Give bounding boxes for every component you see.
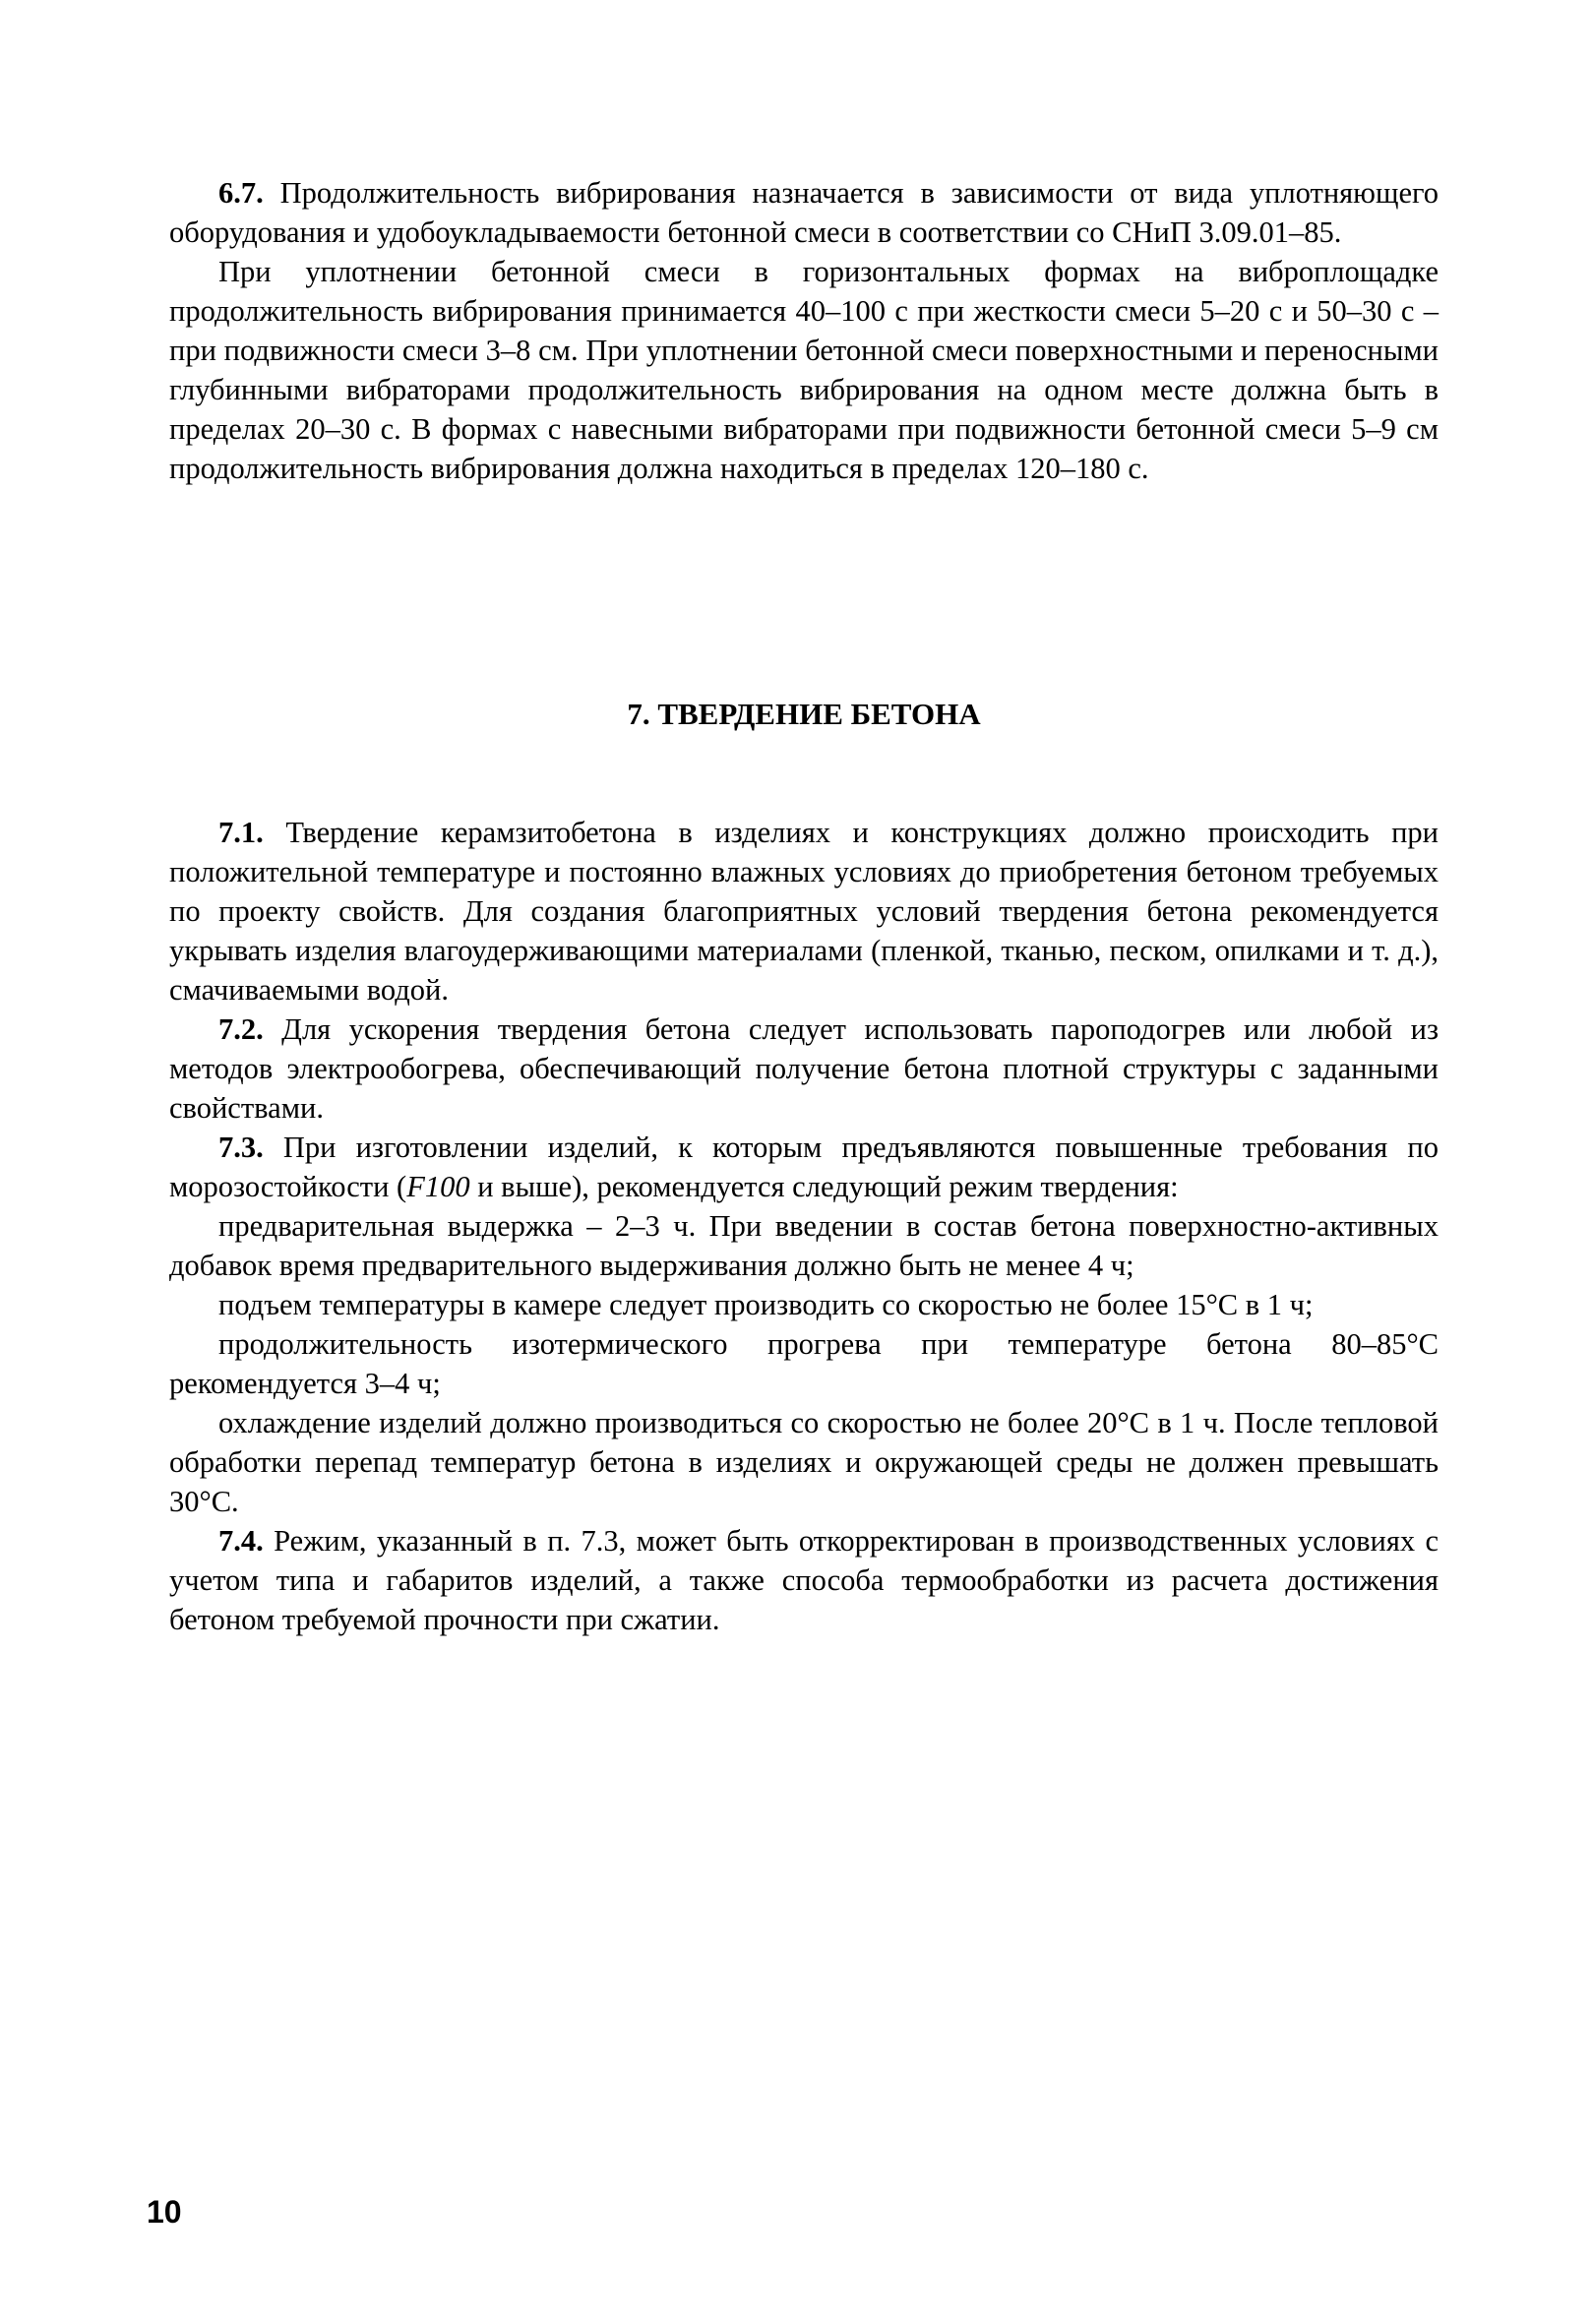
section-7-text bbox=[169, 813, 1439, 1639]
frost-resistance-mark: F100 bbox=[406, 1170, 470, 1203]
paragraph-text: При изготовлении изделий, к которым предъявляются повышенные требования по морозостойкости ( bbox=[169, 1131, 1439, 1203]
regime-item-cooling: охлаждение изделий должно производиться со скоростью не более 20°С в 1 ч. После тепловой обработки перепад температур бетона в изделиях и окружающей среды не должен превышать 30°С. bbox=[169, 1406, 1439, 1518]
paragraph-number: 7.1. bbox=[218, 816, 264, 849]
paragraph-7-2 bbox=[169, 1009, 1439, 1128]
paragraph-number: 7.2. bbox=[218, 1012, 264, 1046]
paragraph-text: Продолжительность вибрирования назначается в зависимости от вида уплотняющего оборудования и удобоукладываемости бетонной смеси в соответствии со СНиП 3.09.01–85. bbox=[169, 176, 1439, 249]
paragraph-number: 7.3. bbox=[218, 1131, 264, 1164]
paragraph-7-3 bbox=[169, 1128, 1439, 1206]
paragraph-number: 7.4. bbox=[218, 1524, 264, 1558]
paragraph-text: Твердение керамзитобетона в изделиях и конструкциях должно происходить при положительной температуре и постоянно влажных условиях до приобретения бетоном требуемых по проекту свойств. Для создания благоприятных условий твердения бетона рекомендуется укрывать изделия влагоудерживающими материалами (пленкой, тканью, песком, опилками и т. д.), смачиваемыми водой. bbox=[169, 816, 1439, 1007]
regime-item-temperature-rise: подъем температуры в камере следует производить со скоростью не более 15°С в 1 ч; bbox=[218, 1288, 1314, 1321]
paragraph-number: 6.7. bbox=[218, 176, 264, 210]
regime-item-preliminary-holding: предварительная выдержка – 2–3 ч. При введении в состав бетона поверхностно-активных добавок время предварительного выдерживания должно быть не менее 4 ч; bbox=[169, 1209, 1439, 1282]
paragraph-6-7-continued: При уплотнении бетонной смеси в горизонтальных формах на виброплощадке продолжительность вибрирования принимается 40–100 с при жесткости смеси 5–20 с и 50–30 с – при подвижности смеси 3–8 см. При уплотнении бетонной смеси поверхностными и переносными глубинными вибраторами продолжительность вибрирования на одном месте должна быть в пределах 20–30 с. В формах с навесными вибраторами при подвижности бетонной смеси 5–9 см продолжительность вибрирования должна находиться в пределах 120–180 с. bbox=[169, 255, 1439, 485]
section-7-heading: 7. ТВЕРДЕНИЕ БЕТОНА bbox=[627, 697, 981, 731]
page-number: 10 bbox=[147, 2194, 182, 2230]
paragraph-text: и выше), рекомендуется следующий режим твердения: bbox=[469, 1170, 1179, 1203]
paragraph-text: Для ускорения твердения бетона следует использовать пароподогрев или любой из методов электрообогрева, обеспечивающий получение бетона плотной структуры с заданными свойствами. bbox=[169, 1012, 1439, 1125]
paragraph-7-4 bbox=[169, 1521, 1439, 1639]
paragraph-text: Режим, указанный в п. 7.3, может быть откорректирован в производственных условиях с учетом типа и габаритов изделий, а также способа термообработки из расчета достижения бетоном требуемой прочности при сжатии. bbox=[169, 1524, 1439, 1636]
section-6-text bbox=[169, 173, 1439, 488]
regime-item-isothermal-heating: продолжительность изотермического прогрева при температуре бетона 80–85°С рекомендуется 3–4 ч; bbox=[169, 1327, 1439, 1400]
paragraph-7-1 bbox=[169, 813, 1439, 1009]
paragraph-6-7 bbox=[169, 173, 1439, 252]
